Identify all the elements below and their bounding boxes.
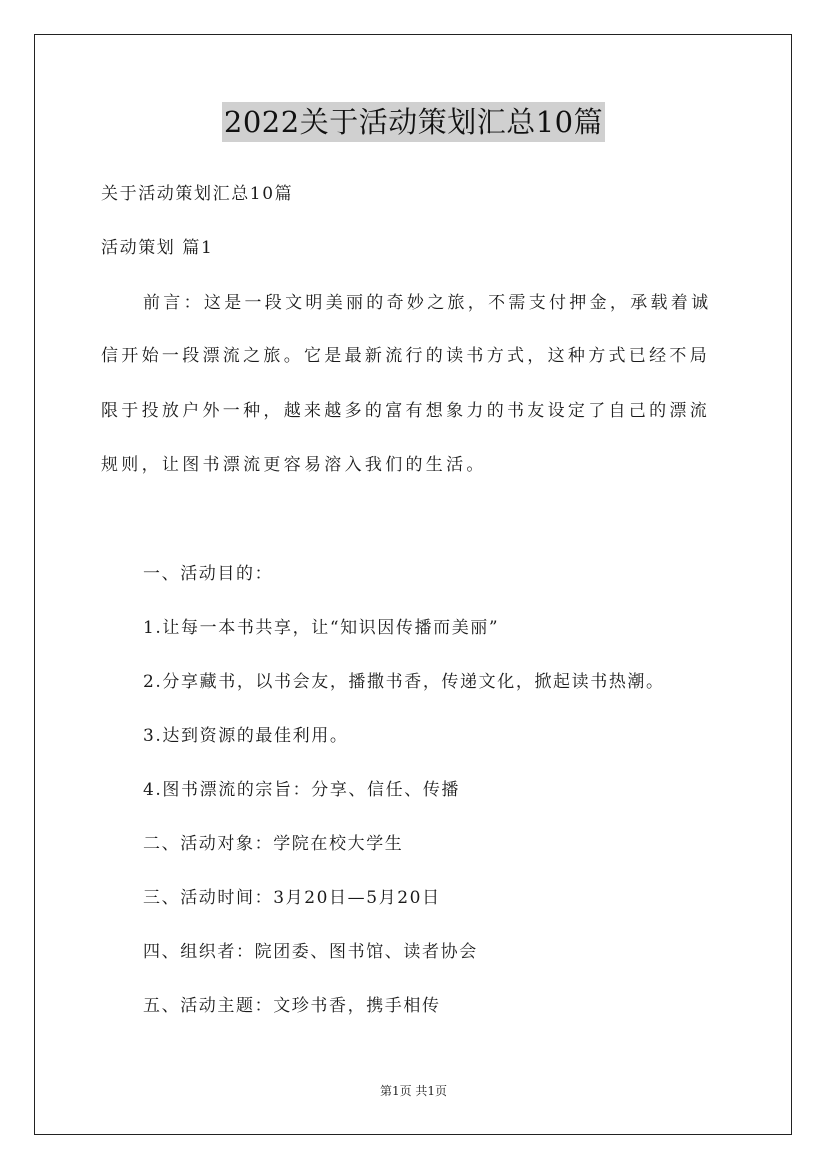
list-item: 2.分享藏书，以书会友，播撒书香，传递文化，掀起读书热潮。 [143,672,665,692]
list-item: 1.让每一本书共享，让“知识因传播而美丽” [143,618,500,638]
list-item: 一、活动目的： [143,564,274,584]
list-item: 4.图书漂流的宗旨：分享、信任、传播 [143,780,461,800]
list-item: 3.达到资源的最佳利用。 [143,726,349,746]
list-item: 四、组织者：院团委、图书馆、读者协会 [143,942,478,962]
preface-line: 信开始一段漂流之旅。它是最新流行的读书方式，这种方式已经不局 [101,346,710,366]
document-subtitle: 关于活动策划汇总10篇 [101,184,294,204]
section-heading: 活动策划 篇1 [101,238,214,258]
title-container [0,102,827,142]
preface-line: 前言：这是一段文明美丽的奇妙之旅，不需支付押金，承载着诚 [143,293,712,313]
preface-line: 规则，让图书漂流更容易溶入我们的生活。 [101,455,487,475]
page-footer: 第1页 共1页 [379,1084,448,1098]
document-title: 2022关于活动策划汇总10篇 [222,102,605,142]
preface-line: 限于投放户外一种，越来越多的富有想象力的书友设定了自己的漂流 [101,401,710,421]
list-item: 三、活动时间：3月20日—5月20日 [143,888,441,908]
list-item: 五、活动主题：文珍书香，携手相传 [143,996,441,1016]
list-item: 二、活动对象：学院在校大学生 [143,834,404,854]
